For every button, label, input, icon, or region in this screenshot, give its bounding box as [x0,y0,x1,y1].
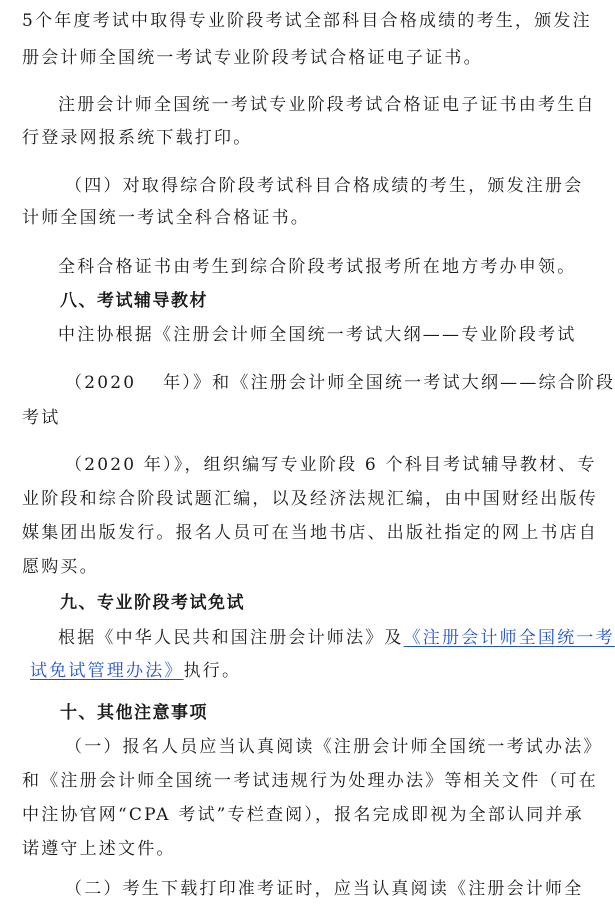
text-span: 根据《中华人民共和国注册会计师法》及 [58,628,404,648]
text-line: （二）考生下载打印准考证时，应当认真阅读《注册会计师全 [65,879,584,899]
text-line: 媒集团出版发行。报名人员可在当地书店、出版社指定的网上书店自 [22,523,598,543]
text-line: （2020 年）》，组织编写专业阶段 6 个科目考试辅导教材、专 [65,455,597,475]
text-line: 中注协官网“CPA 考试”专栏查阅），报名完成即视为全部认同并承 [22,805,584,825]
text-line: 册会计师全国统一考试专业阶段考试合格证电子证书。 [22,48,483,68]
text-line: 计师全国统一考试全科合格证书。 [22,208,310,228]
text-line: （四）对取得综合阶段考试科目合格成绩的考生，颁发注册会 [65,176,584,196]
text-line: （一）报名人员应当认真阅读《注册会计师全国统一考试办法》 [65,737,603,757]
regulation-link[interactable]: 《注册会计师全国统一考 [403,628,615,648]
text-line: 业阶段和综合阶段试题汇编，以及经济法规汇编，由中国财经出版传 [22,489,598,509]
text-line: 注册会计师全国统一考试专业阶段考试合格证电子证书由考生自 [58,95,596,115]
text-line: 5个年度考试中取得专业阶段考试全部科目合格成绩的考生，颁发注 [22,11,592,31]
text-line [58,627,615,649]
text-line: 中注协根据《注册会计师全国统一考试大纲——专业阶段考试 [58,325,577,345]
regulation-link[interactable]: 试免试管理办法》 [30,661,184,681]
text-line: 考试 [22,408,61,428]
section-heading: 十、其他注意事项 [60,703,208,723]
text-line: 和《注册会计师全国统一考试违规行为处理办法》等相关文件（可在 [22,771,598,791]
text-line: 全科合格证书由考生到综合阶段考试报考所在地方考办申领。 [58,257,577,277]
text-line [30,660,241,682]
text-line: 行登录网报系统下载打印。 [22,128,253,148]
text-line: （2020 年）》和《注册会计师全国统一考试大纲——综合阶段 [65,373,615,393]
section-heading: 九、专业阶段考试免试 [60,593,245,613]
text-line: 诺遵守上述文件。 [22,839,176,859]
section-heading: 八、考试辅导教材 [60,291,208,311]
text-line: 愿购买。 [22,557,99,577]
text-span: 执行。 [183,661,242,681]
